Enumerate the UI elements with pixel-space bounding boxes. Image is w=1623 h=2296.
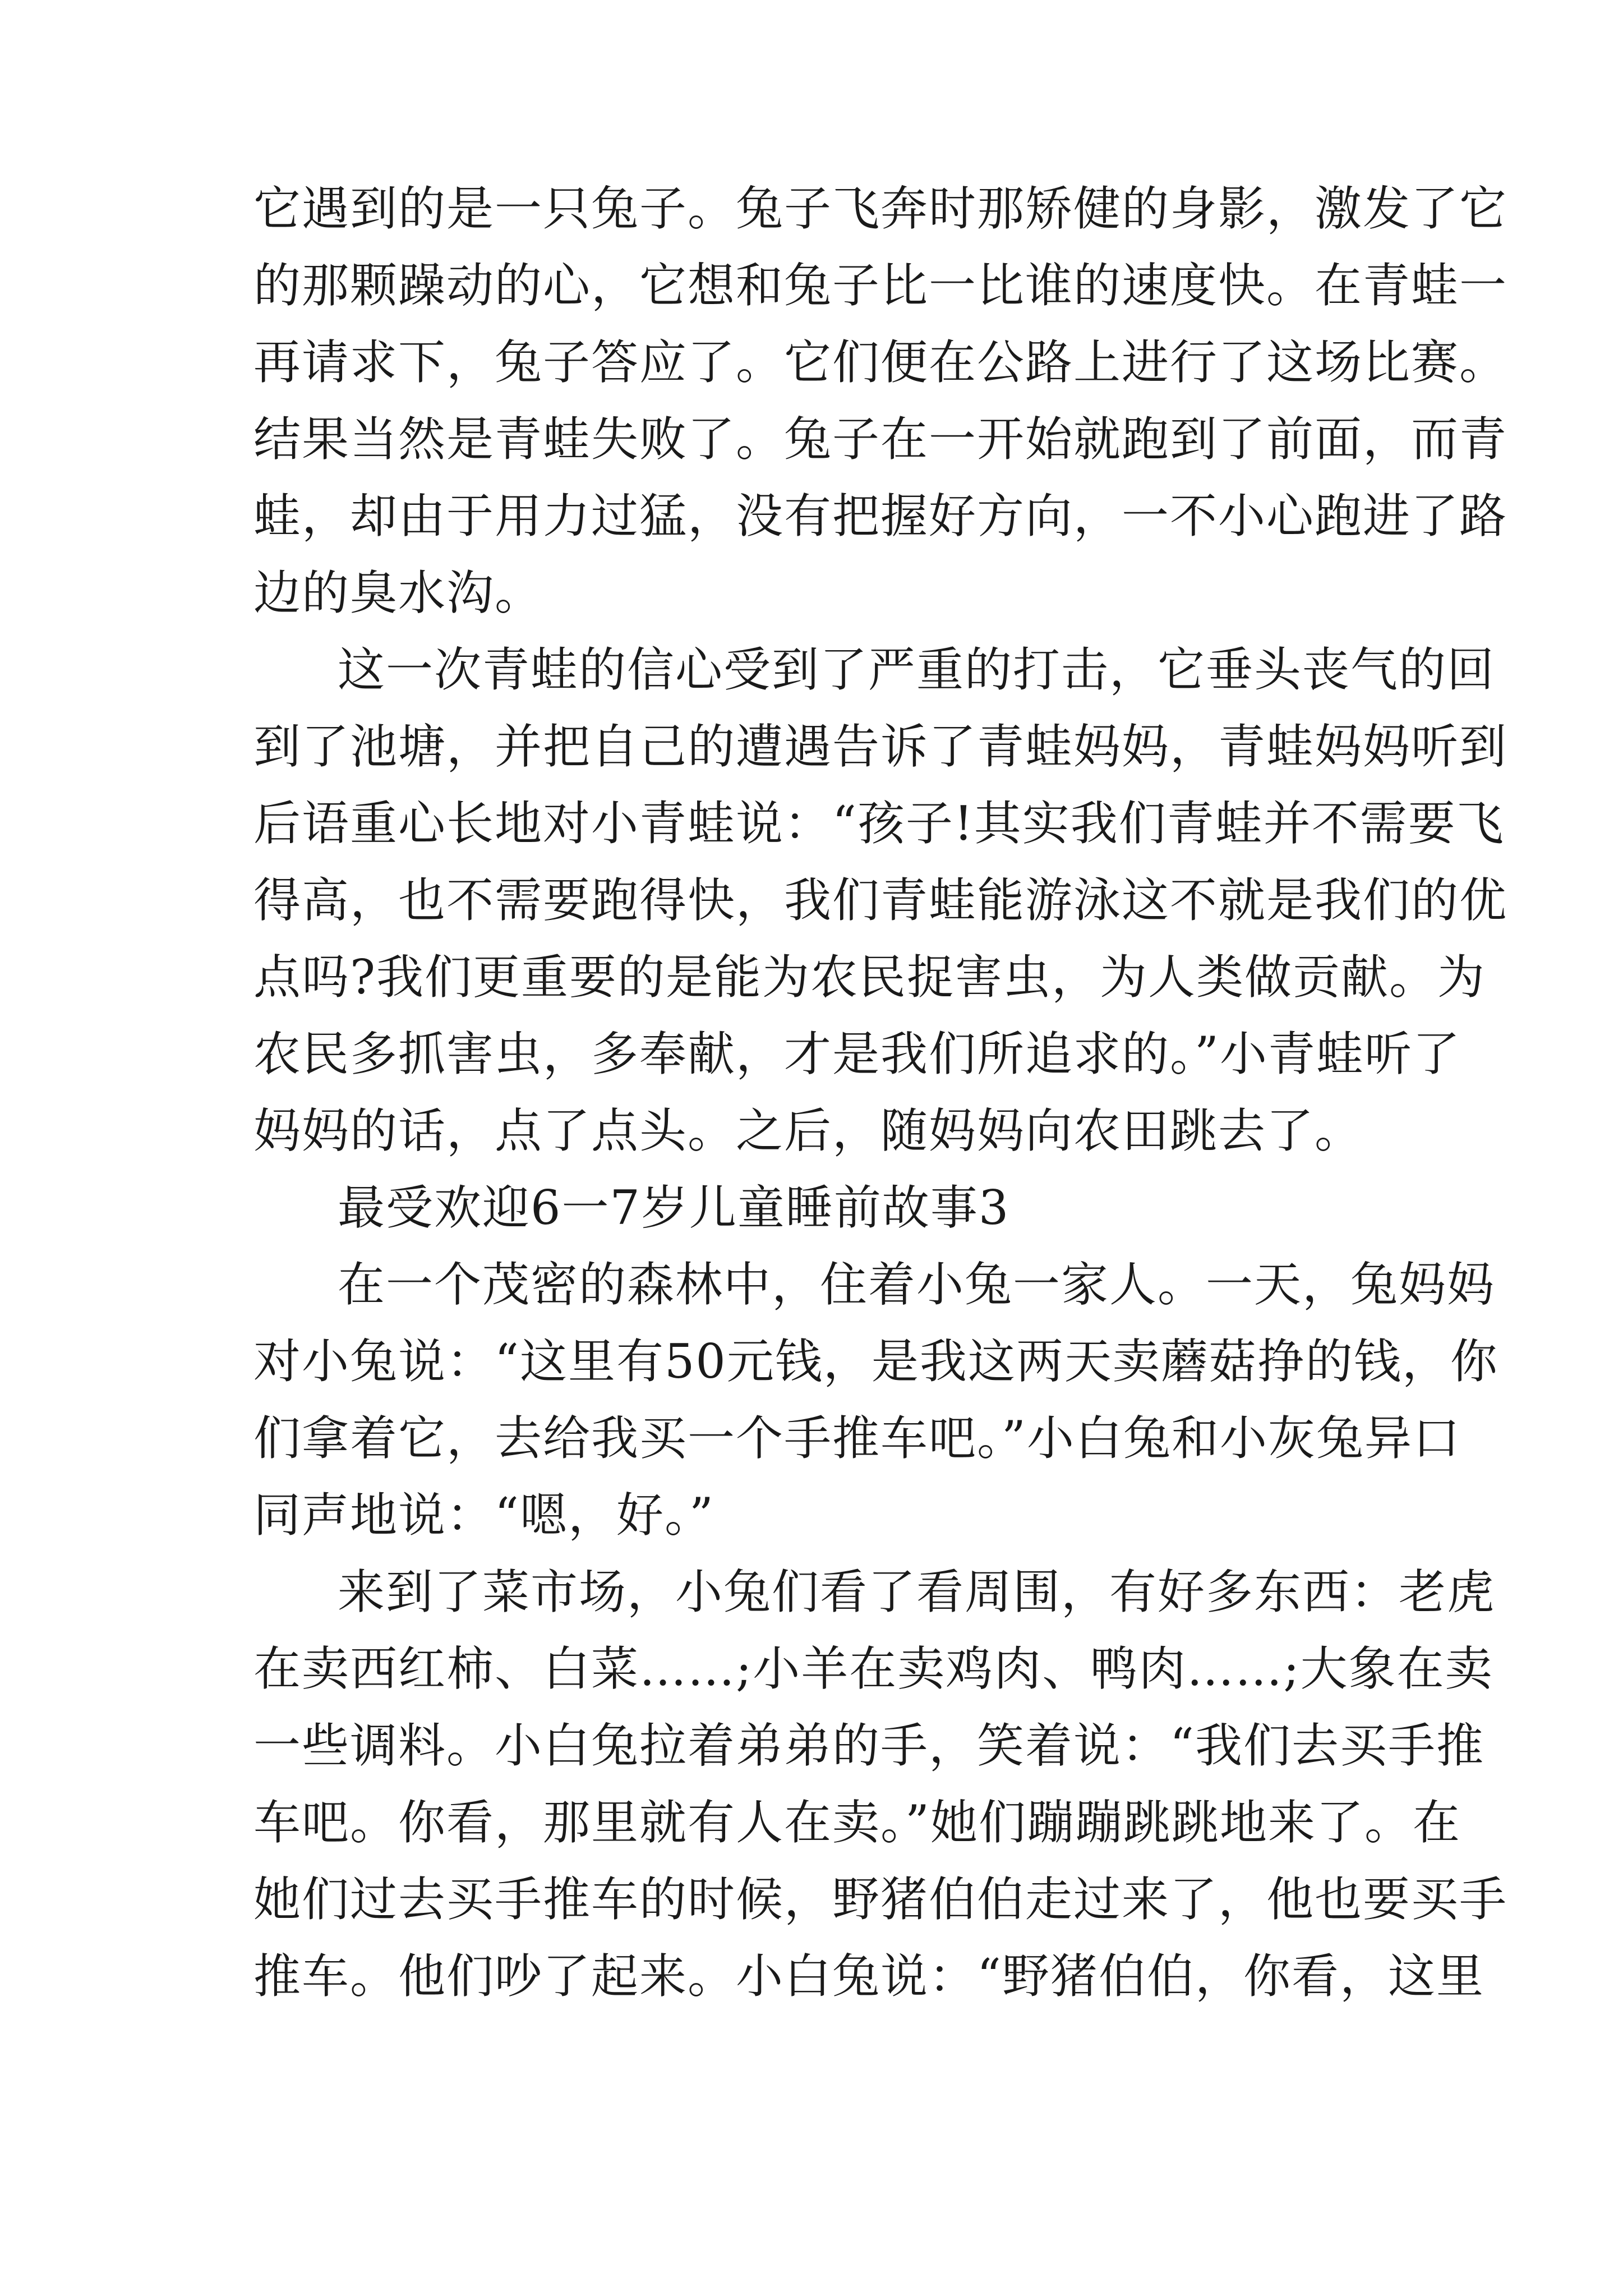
text-line: 边的臭水沟。 [253,565,543,620]
text-line: 它遇到的是一只兔子。兔子飞奔时那矫健的身影，激发了它 [253,181,1508,236]
text-line: 推车。他们吵了起来。小白兔说：“野猪伯伯，你看，这里 [253,1949,1484,2004]
text-line: 蛙，却由于用力过猛，没有把握好方向，一不小心跑进了路 [253,489,1508,544]
text-line: 的那颗躁动的心，它想和兔子比一比谁的速度快。在青蛙一 [253,258,1508,313]
text-line: 对小兔说：“这里有50元钱，是我这两天卖蘑菇挣的钱，你 [253,1334,1498,1389]
text-line: 在一个茂密的森林中，住着小兔一家人。一天，兔妈妈 [338,1257,1496,1312]
text-line: 得高，也不需要跑得快，我们青蛙能游泳这不就是我们的优 [253,873,1508,928]
text-line: 来到了菜市场，小兔们看了看周围，有好多东西：老虎 [338,1565,1496,1619]
text-line: 农民多抓害虫，多奉献，才是我们所追求的。”小青蛙听了 [253,1027,1461,1082]
text-line: 这一次青蛙的信心受到了严重的打击，它垂头丧气的回 [338,642,1496,697]
text-line: 她们过去买手推车的时候，野猪伯伯走过来了，他也要买手 [253,1872,1508,1927]
text-line: 妈妈的话，点了点头。之后，随妈妈向农田跳去了。 [253,1103,1363,1158]
text-line: 在卖西红柿、白菜……;小羊在卖鸡肉、鸭肉……;大象在卖 [253,1641,1493,1696]
text-line: 点吗?我们更重要的是能为农民捉害虫，为人类做贡献。为 [253,950,1486,1005]
text-line: 到了池塘，并把自己的遭遇告诉了青蛙妈妈，青蛙妈妈听到 [253,719,1508,774]
text-line: 一些调料。小白兔拉着弟弟的手，笑着说：“我们去买手推 [253,1718,1484,1773]
text-line: 再请求下，兔子答应了。它们便在公路上进行了这场比赛。 [253,335,1508,390]
text-line: 们拿着它，去给我买一个手推车吧。”小白兔和小灰兔异口 [253,1411,1461,1466]
text-line: 后语重心长地对小青蛙说：“孩子!其实我们青蛙并不需要飞 [253,796,1505,851]
text-line: 车吧。你看，那里就有人在卖。”她们蹦蹦跳跳地来了。在 [253,1795,1461,1850]
text-line: 同声地说：“嗯，好。” [253,1488,714,1543]
section-heading: 最受欢迎6一7岁儿童睡前故事3 [338,1180,1010,1235]
text-line: 结果当然是青蛙失败了。兔子在一开始就跑到了前面，而青 [253,412,1508,467]
